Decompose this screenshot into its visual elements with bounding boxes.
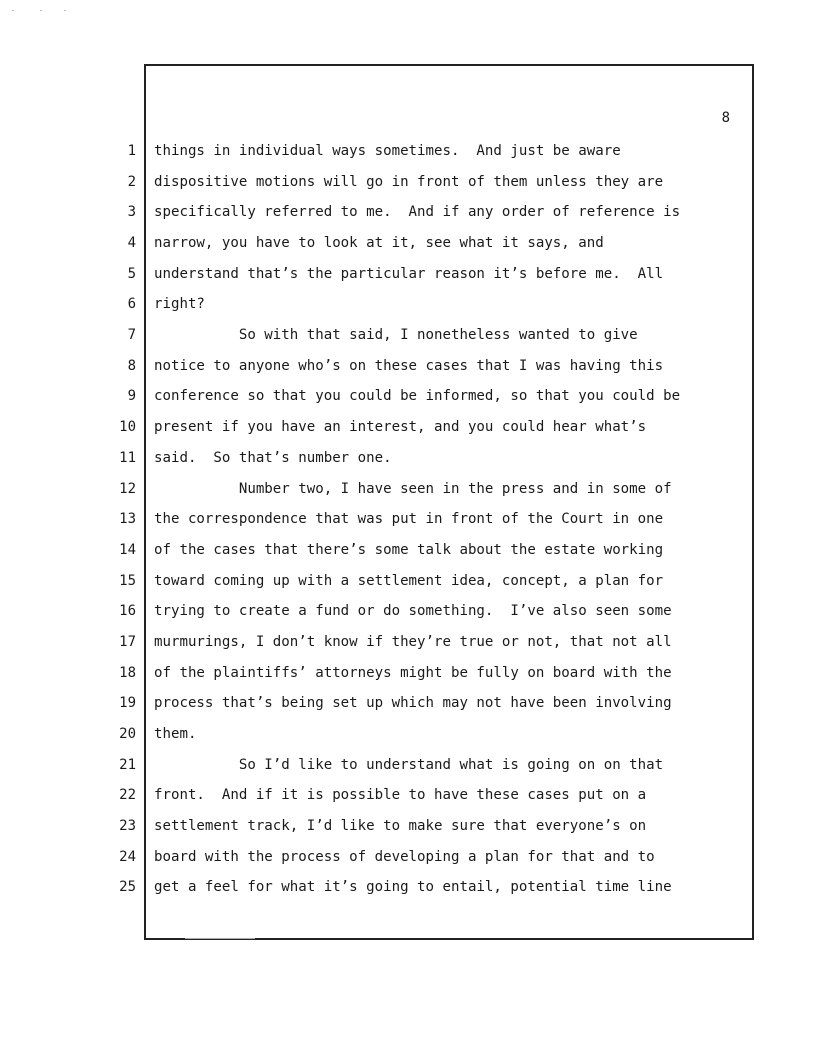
line-number: 10 <box>119 419 136 435</box>
line-number: 22 <box>119 787 136 803</box>
transcript-line: So with that said, I nonetheless wanted to give <box>154 327 638 343</box>
line-number: 23 <box>119 818 136 834</box>
line-number: 11 <box>119 450 136 466</box>
line-number: 16 <box>119 603 136 619</box>
transcript-line: dispositive motions will go in front of them unless they are <box>154 174 664 190</box>
transcript-line: get a feel for what it’s going to entail, potential time line <box>154 879 672 895</box>
line-number: 21 <box>119 757 136 773</box>
transcript-line: So I’d like to understand what is going on on that <box>154 757 664 773</box>
transcript-line: of the cases that there’s some talk about the estate working <box>154 542 664 558</box>
line-number: 2 <box>127 174 136 190</box>
line-number: 7 <box>127 327 136 343</box>
line-number: 20 <box>119 726 136 742</box>
line-number: 9 <box>127 388 136 404</box>
transcript-line: present if you have an interest, and you could hear what’s <box>154 419 647 435</box>
transcript-line: conference so that you could be informed, so that you could be <box>154 388 681 404</box>
line-number: 4 <box>127 235 136 251</box>
scan-mark <box>185 938 255 939</box>
transcript-line: process that’s being set up which may not have been involving <box>154 695 672 711</box>
line-number: 3 <box>127 204 136 220</box>
transcript-line: specifically referred to me. And if any order of reference is <box>154 204 681 220</box>
transcript-line: notice to anyone who’s on these cases that I was having this <box>154 358 664 374</box>
line-number: 5 <box>127 266 136 282</box>
line-number: 6 <box>127 296 136 312</box>
scan-speck <box>12 10 14 11</box>
transcript-line: board with the process of developing a plan for that and to <box>154 849 655 865</box>
line-number: 8 <box>127 358 136 374</box>
line-number: 18 <box>119 665 136 681</box>
line-number: 13 <box>119 511 136 527</box>
line-number: 12 <box>119 481 136 497</box>
transcript-line: front. And if it is possible to have these cases put on a <box>154 787 647 803</box>
transcript-line: trying to create a fund or do something. I’ve also seen some <box>154 603 672 619</box>
transcript-line: narrow, you have to look at it, see what it says, and <box>154 235 604 251</box>
transcript-line: the correspondence that was put in front of the Court in one <box>154 511 664 527</box>
transcript-line: toward coming up with a settlement idea, concept, a plan for <box>154 573 664 589</box>
line-number: 19 <box>119 695 136 711</box>
transcript-line: settlement track, I’d like to make sure that everyone’s on <box>154 818 647 834</box>
transcript-line: them. <box>154 726 197 742</box>
line-number: 14 <box>119 542 136 558</box>
transcript-line: understand that’s the particular reason it’s before me. All <box>154 266 664 282</box>
scan-speck <box>64 10 66 11</box>
transcript-line: right? <box>154 296 205 312</box>
line-number: 1 <box>127 143 136 159</box>
transcript-line: said. So that’s number one. <box>154 450 392 466</box>
transcript-line: Number two, I have seen in the press and in some of <box>154 481 672 497</box>
line-number: 15 <box>119 573 136 589</box>
transcript-line: murmurings, I don’t know if they’re true or not, that not all <box>154 634 672 650</box>
scan-speck <box>40 10 42 11</box>
transcript-border <box>144 64 754 940</box>
line-number: 25 <box>119 879 136 895</box>
line-number: 17 <box>119 634 136 650</box>
page-number: 8 <box>721 110 730 126</box>
transcript-line: things in individual ways sometimes. And just be aware <box>154 143 621 159</box>
line-number: 24 <box>119 849 136 865</box>
transcript-line: of the plaintiffs’ attorneys might be fully on board with the <box>154 665 672 681</box>
